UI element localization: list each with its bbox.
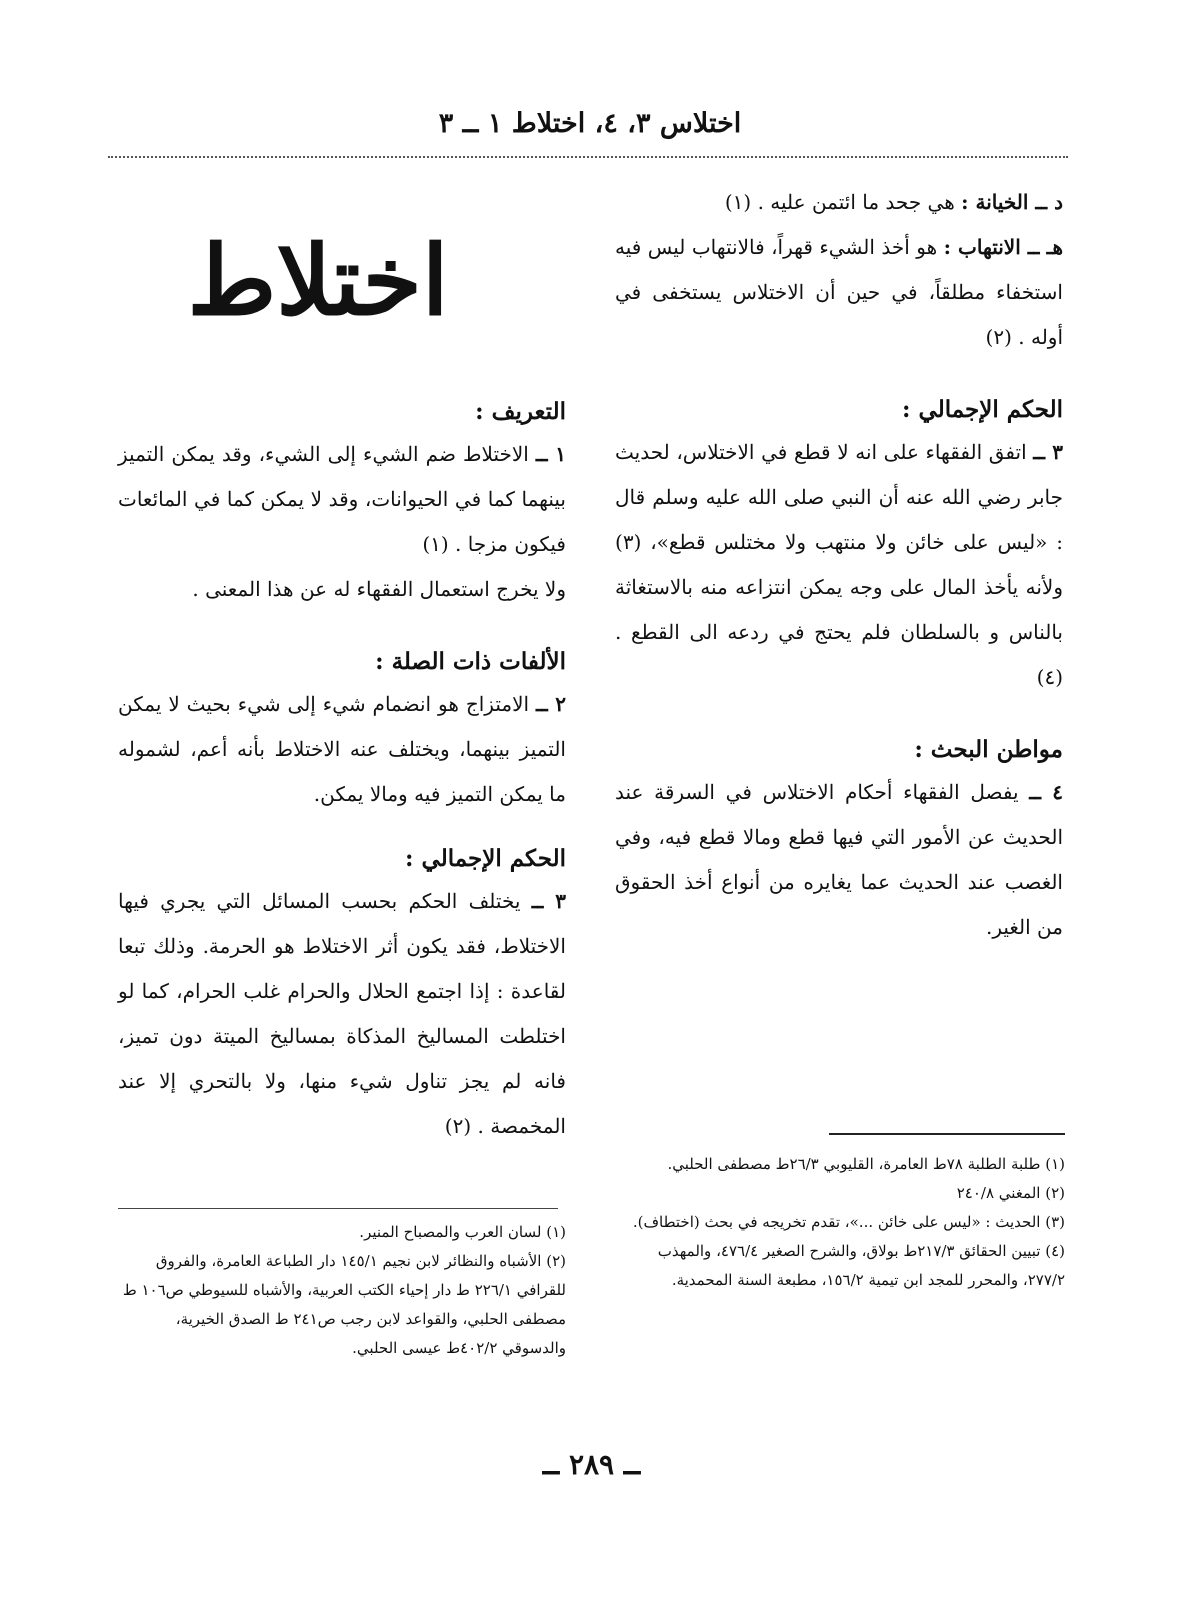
footnote: (٣) الحديث : «ليس على خائن ...»، تقدم تخريجه في بحث (اختطاف).	[632, 1213, 1065, 1231]
paragraph-1-left	[118, 432, 566, 567]
paragraph-number: ٤ ــ	[1029, 780, 1063, 804]
paragraph-text: اتفق الفقهاء على انه لا قطع في الاختلاس، لحديث جابر رضي الله عنه أن النبي صلى الله عليه وسلم قال : «ليس على خائن ولا منتهب ولا مختلس قطع»، (٣) ولأنه يأخذ المال على وجه يمكن انتزاعه منه بالاستغاثة بالناس و بالسلطان فلم يحتج في ردعه الى القطع . (٤)	[615, 440, 1063, 689]
paragraph-3-right	[615, 430, 1063, 700]
paragraph-text: الاختلاط ضم الشيء إلى الشيء، وقد يمكن التميز بينهما كما في الحيوانات، وقد لا يمكن كما في المائعات فيكون مزجا . (١)	[118, 442, 566, 556]
paragraph-text: الامتزاج هو انضمام شيء إلى شيء بحيث لا يمكن التميز بينهما، ويختلف عنه الاختلاط بأنه أعم، لشموله ما يمكن التميز فيه ومالا يمكن.	[118, 692, 566, 806]
heading-tarif: التعريف :	[475, 398, 566, 425]
term-khiyana: د ــ الخيانة :	[961, 190, 1063, 214]
paragraph-number: ٢ ــ	[535, 692, 566, 716]
header-dotted-rule	[108, 156, 1068, 158]
footnote: (١) لسان العرب والمصباح المنير.	[359, 1223, 566, 1241]
paragraph-1b-left: ولا يخرج استعمال الفقهاء له عن هذا المعنى .	[192, 577, 566, 601]
heading-hukm-ijmali-left: الحكم الإجمالي :	[405, 845, 566, 872]
entry-title: اختلاط	[187, 224, 449, 337]
footnote: (٢) المغني ٢٤٠/٨	[956, 1184, 1065, 1202]
left-column	[118, 392, 566, 1149]
paragraph-2-left	[118, 682, 566, 817]
definition-intihab: هو أخذ الشيء قهراً، فالانتهاب ليس فيه استخفاء مطلقاً، في حين أن الاختلاس يستخفى في أوله . (٢)	[615, 235, 1063, 349]
paragraph-number: ٣ ــ	[531, 889, 566, 913]
definition-khiyana: هي جحد ما ائتمن عليه . (١)	[724, 190, 955, 214]
footnote-rule-left	[118, 1208, 558, 1209]
paragraph-text: يختلف الحكم بحسب المسائل التي يجري فيها الاختلاط، فقد يكون أثر الاختلاط هو الحرمة. وذلك تبعا لقاعدة : إذا اجتمع الحلال والحرام غلب الحرام، كما لو اختلطت المساليخ المذكاة بمساليخ الميتة دون تميز، فانه لم يجز تناول شيء منها، ولا بالتحري إلا عند المخمصة . (٢)	[118, 889, 566, 1138]
heading-hukm-ijmali-right: الحكم الإجمالي :	[902, 396, 1063, 423]
paragraph-intihab	[615, 225, 1063, 360]
term-intihab: هـ ــ الانتهاب :	[943, 235, 1063, 259]
heading-alfaz: الألفات ذات الصلة :	[375, 648, 566, 675]
paragraph-khiyana	[615, 180, 1063, 225]
footnotes-left	[118, 1218, 566, 1363]
paragraph-number: ٣ ــ	[1033, 440, 1063, 464]
paragraph-3-left	[118, 879, 566, 1149]
right-column	[615, 180, 1063, 950]
paragraph-text: يفصل الفقهاء أحكام الاختلاس في السرقة عند الحديث عن الأمور التي فيها قطع ومالا قطع فيه، وفي الغصب عند الحديث عما يغايره من أنواع أخذ الحقوق من الغير.	[615, 780, 1063, 939]
paragraph-4-right	[615, 770, 1063, 950]
heading-mawatin-bahth: مواطن البحث :	[914, 736, 1063, 763]
running-header: اختلاس ٣، ٤، اختلاط ١ ــ ٣	[438, 108, 742, 139]
page-number: ــ ٢٨٩ ــ	[542, 1448, 641, 1481]
footnote: (٤) تبيين الحقائق ٢١٧/٣ط بولاق، والشرح الصغير ٤٧٦/٤، والمهذب ٢٧٧/٢، والمحرر للمجد ابن تيمية ١٥٦/٢، مطبعة السنة المحمدية.	[657, 1242, 1065, 1289]
footnotes-right	[615, 1150, 1065, 1295]
footnote: (٢) الأشباه والنظائر لابن نجيم ١٤٥/١ دار الطباعة العامرة، والفروق للقرافي ٢٢٦/١ ط دار إحياء الكتب العربية، والأشباه للسيوطي ص١٠٦ ط مصطفى الحلبي، والقواعد لابن رجب ص٢٤١ ط الصدق الخيرية، والدسوقي ٤٠٢/٢ط عيسى الحلبي.	[122, 1252, 566, 1357]
footnote: (١) طلبة الطلبة ٧٨ط العامرة، القليوبي ٢٦/٣ط مصطفى الحلبي.	[667, 1155, 1065, 1173]
footnote-rule-right	[829, 1133, 1065, 1135]
paragraph-number: ١ ــ	[535, 442, 567, 466]
